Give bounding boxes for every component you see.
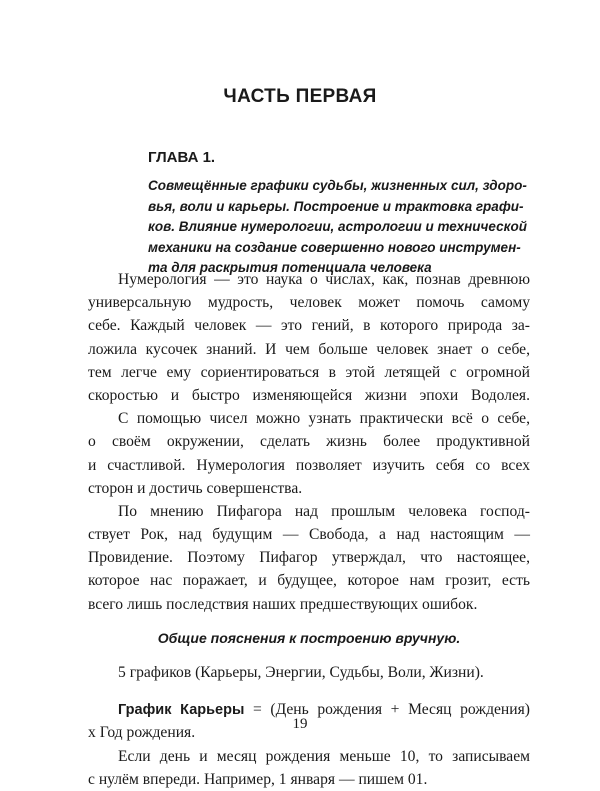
paragraph-1-line: Нумерология — это наука о числах, как, познав древнюю — [118, 271, 530, 288]
chapter-subtitle-line: вья, воли и карьеры. Построение и трактовка графи- — [148, 198, 524, 214]
spacer — [88, 616, 530, 627]
paragraph-2-line: С помощью чисел можно узнать практически всё о себе, — [118, 410, 530, 428]
paragraph-3-line: ствует Рок, над будущим — Свобода, а над настоящим — — [88, 526, 530, 544]
paragraph-3-line: которое нас поражает, и будущее, которое нам грозит, есть — [88, 572, 530, 590]
chapter-subtitle-line: Совмещённые графики судьбы, жизненных сил, здоро- — [148, 178, 527, 193]
paragraph-1-line: скоростью и быстро изменяющейся жизни эпохи Водолея. — [88, 386, 530, 404]
paragraph-3-line: Провидение. Поэтому Пифагор утверждал, что настоящее, — [88, 549, 530, 567]
graphs-list: 5 графиков (Карьеры, Энергии, Судьбы, Воли, Жизни). — [118, 664, 484, 681]
formula-term: График Карьеры — [118, 702, 245, 719]
paragraph-1-line: универсальную мудрость, человек может помочь самому — [88, 294, 530, 312]
spacer — [88, 684, 530, 698]
formula-rest: = (День рождения + Месяц рождения) — [244, 701, 530, 719]
paragraph-3-line: всего лишь последствия наших предшествующих ошибок. — [88, 595, 478, 613]
chapter-subtitle-line: механики на создание совершенно нового инструмен- — [148, 239, 521, 255]
body-text — [88, 268, 530, 791]
paragraph-1-line: ложила кусочек знаний. И чем больше человек знает о себе, — [88, 340, 530, 358]
section-heading: Общие пояснения к построению вручную. — [157, 629, 461, 646]
paragraph-1-line: тем легче ему сориентироваться в этой летящей с огромной — [88, 363, 530, 381]
chapter-subtitle-line: та для раскрытия потенциала человека — [148, 260, 432, 275]
paragraph-2-line: и счастливой. Нумерология позволяет изучить себя со всех — [88, 456, 530, 474]
spacer — [88, 650, 530, 661]
paragraph-3-line: По мнению Пифагора над прошлым человека господ- — [118, 502, 530, 520]
part-title: ЧАСТЬ ПЕРВАЯ — [223, 86, 377, 107]
paragraph-2-line: сторон и достичь совершенства. — [88, 479, 303, 497]
formula-line-2: х Год рождения. — [88, 724, 196, 742]
chapter-subtitle — [148, 176, 530, 279]
chapter-subtitle-line: ков. Влияние нумерологии, астрологии и технической — [148, 219, 527, 234]
paragraph-2-line: о своём окружении, сделать жизнь более продуктивной — [88, 433, 530, 451]
note-line: Если день и месяц рождения меньше 10, то записываем — [118, 747, 530, 765]
paragraph-1-line: себе. Каждый человек — это гений, в которого природа за- — [88, 317, 530, 335]
page-number: 19 — [292, 716, 308, 732]
note-line: с нулём впереди. Например, 1 января — пишем 01. — [88, 770, 428, 788]
chapter-label: ГЛАВА 1. — [148, 149, 216, 166]
